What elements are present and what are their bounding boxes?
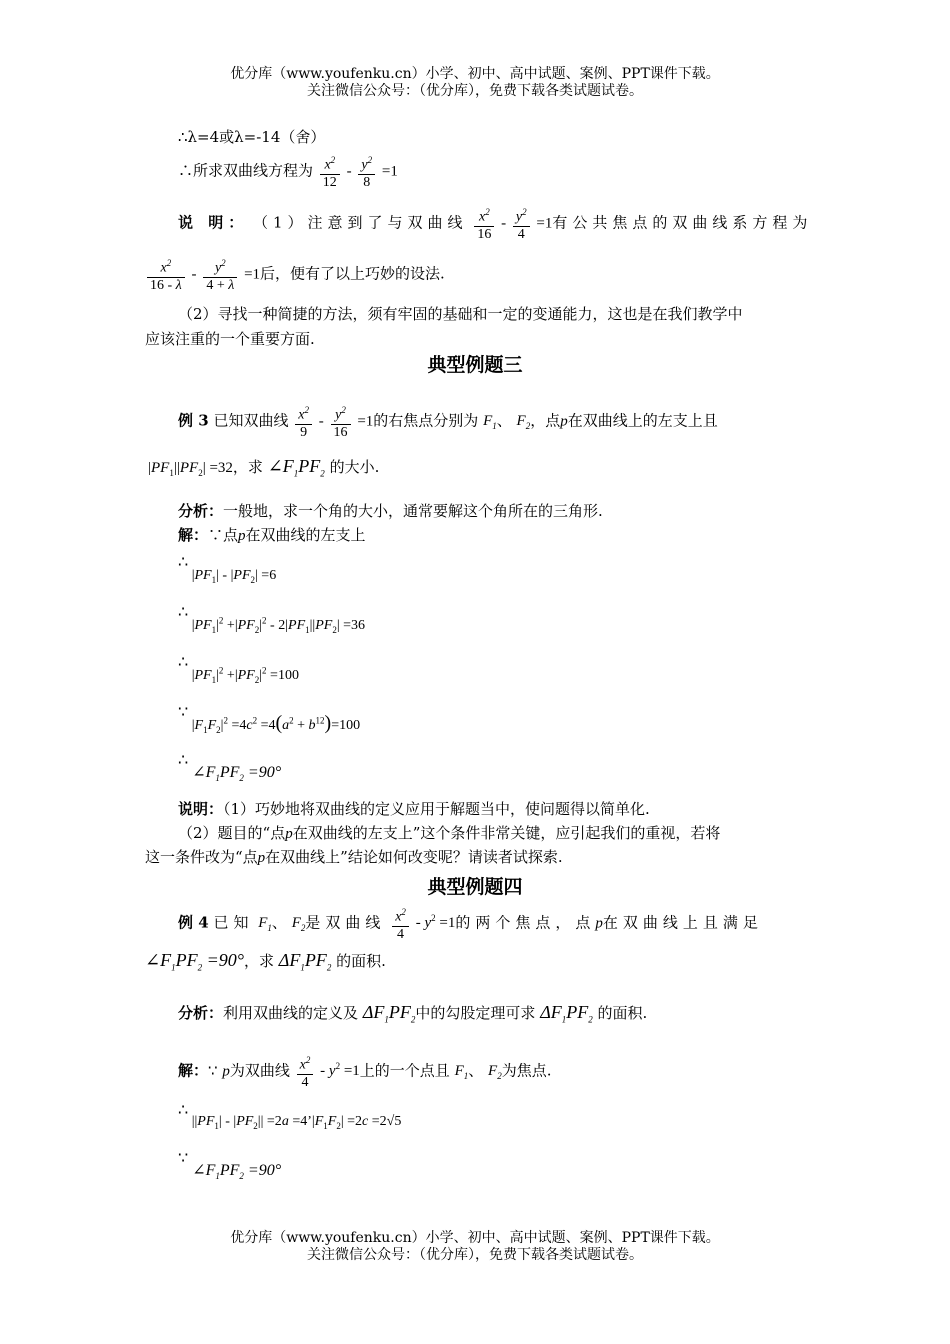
solution-3-step-5: ∴ $\angle F_1PF_2 =90^\circ$	[178, 752, 282, 784]
equation-prefix: ∴所求双曲线方程为	[178, 161, 314, 180]
note-line-1: 说 明： （1）注意到了与双曲线 $\frac{x^2}{16}$ - $\frac{y^2}{4}$ =1有公共焦点的双曲线系方程为	[178, 204, 812, 243]
solution-3-step-2: ∴ $|PF_1|^2 +|PF_2|^2 - 2|PF_1||PF_2| =36$	[178, 604, 366, 635]
solution-3-step-4: ∵ $|F_1F_2|^2 =4c^2 =4(a^2 + b^{12})=100$	[178, 704, 361, 735]
analysis-3: 分析：一般地，求一个角的大小，通常要解这个角所在的三角形.	[178, 502, 603, 520]
section-title-4: 典型例题四	[427, 876, 523, 898]
footer-line-2: 关注微信公众号：（优分库），免费下载各类试题试卷。	[307, 1247, 643, 1263]
fraction-x2-12: $\frac{x^2}{12}$	[320, 152, 340, 191]
solution-3: 解：∵点p在双曲线的左支上	[178, 526, 366, 544]
note-3-line-2: （2）题目的“点p在双曲线的左支上”这个条件非常关键，应引起我们的重视，若将	[178, 824, 721, 842]
solution-3-step-1: ∴ $|PF_1| - |PF_2| =6$	[178, 554, 277, 585]
lambda-result: ∴λ=4或λ=-14（舍）	[178, 128, 326, 146]
header-line-1: 优分库（www.youfenku.cn）小学、初中、高中试题、案例、PPT课件下载。	[230, 66, 720, 82]
example-4-line-2: $\angle F_1PF_2 =90^\circ$，求 $\Delta F_1PF_2$ 的面积.	[145, 950, 386, 973]
fraction-y2-8: $\frac{y^2}{8}$	[358, 152, 375, 191]
note-2-line-1: （2）寻找一种简捷的方法，须有牢固的基础和一定的变通能力，这也是在我们教学中	[178, 305, 743, 323]
example-3-line-2: $|PF_1||PF_2| =32$，求 $\angle F_1PF_2$ 的大小.	[148, 456, 380, 479]
example-3-line-1: 例 3 已知双曲线 $\frac{x^2}{9}$ - $\frac{y^2}{16}$ =1的右焦点分别为 $F_1$、 $F_2$，点p在双曲线上的左支上且	[178, 402, 718, 441]
analysis-4: 分析：利用双曲线的定义及 $\Delta F_1PF_2$中的勾股定理可求 $\Delta F_1PF_2$ 的面积.	[178, 1002, 648, 1025]
solution-4: 解：∵ p为双曲线 $\frac{x^2}{4}$ - $y^2 =1$上的一个点且 $F_1$、 $F_2$为焦点.	[178, 1052, 552, 1091]
note-label: 说 明：	[178, 213, 249, 232]
note-2-line-2: 应该注重的一个重要方面.	[145, 330, 315, 348]
example-4-line-1: 例 4 已知 $F_1$、 $F_2$是双曲线 $\frac{x^2}{4}$ - $y^2 =1$的两个焦点，点p在双曲线上且满足	[178, 904, 763, 943]
footer-line-1: 优分库（www.youfenku.cn）小学、初中、高中试题、案例、PPT课件下载。	[230, 1230, 720, 1246]
note-line-2: $\frac{x^2}{16 - \lambda}$ - $\frac{y^2}{4 + \lambda}$ =1后，便有了以上巧妙的设法.	[145, 255, 445, 294]
section-title-3: 典型例题三	[427, 354, 523, 376]
page-header	[0, 66, 950, 100]
solution-3-step-3: ∴ $|PF_1|^2 +|PF_2|^2 =100$	[178, 654, 299, 685]
solution-4-step-1: ∴ $||PF_1| - |PF_2|| =2a$ $=4’|F_1F_2| =2c =2√5$	[178, 1102, 402, 1131]
header-line-2: 关注微信公众号：（优分库），免费下载各类试题试卷。	[307, 83, 643, 99]
equation-line: ∴所求双曲线方程为 $\frac{x^2}{12}$ - $\frac{y^2}{8}$ =1	[178, 152, 398, 191]
note-3-line-3: 这一条件改为“点p在双曲线上”结论如何改变呢？请读者试探索.	[145, 848, 563, 866]
page-footer	[0, 1230, 950, 1264]
note-3-line-1: 说明：（1）巧妙地将双曲线的定义应用于解题当中，使问题得以简单化.	[178, 800, 650, 818]
solution-4-step-2: ∵ $\angle F_1PF_2 =90^\circ$	[178, 1150, 282, 1182]
